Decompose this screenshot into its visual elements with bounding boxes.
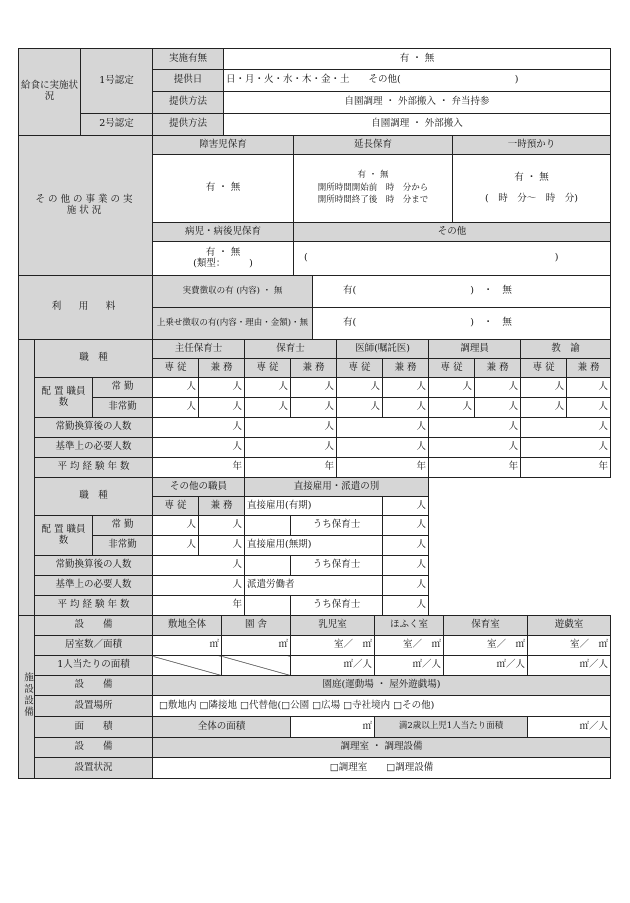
hoho2-value: 自園調理 ・ 外部搬入 — [224, 114, 611, 136]
setsubi3-label: 設 備 — [35, 738, 153, 758]
per-area-cell: ㎡／人 — [375, 656, 444, 676]
kenmu-header: 兼 務 — [291, 359, 337, 378]
kenmu-header: 兼 務 — [199, 359, 245, 378]
senju-header: 専 従 — [245, 359, 291, 378]
hijokin2-label: 非常勤 — [93, 536, 153, 556]
over2-value: ㎡／人 — [528, 717, 611, 738]
over2-label: 満2歳以上児1人当たり面積 — [375, 717, 528, 738]
indent-cell — [245, 556, 291, 576]
byoji-umu: 有 ・ 無 — [205, 246, 241, 258]
nin-cell: 人 — [521, 438, 611, 458]
nin-cell: 人 — [429, 418, 521, 438]
nin-cell: 人 — [383, 536, 429, 556]
ichiji-value — [453, 155, 611, 223]
indent-cell — [245, 516, 291, 536]
room-header: 園 舎 — [222, 616, 291, 636]
ichiji-umu: 有 ・ 無 — [514, 171, 549, 183]
encho-start: 開所時間開始前 時 分から — [317, 182, 429, 193]
room-area-cell: 室／ ㎡ — [528, 636, 611, 656]
ichiji-time: ( 時 分〜 時 分) — [485, 192, 578, 204]
senju-header: 専 従 — [153, 359, 199, 378]
nin-cell: 人 — [245, 438, 337, 458]
kenmu-header: 兼 務 — [383, 359, 429, 378]
room-header: 乳児室 — [291, 616, 375, 636]
senju-header: 専 従 — [153, 497, 199, 516]
kenmu-header: 兼 務 — [199, 497, 245, 516]
nin-cell: 人 — [383, 398, 429, 418]
nin-cell: 人 — [337, 398, 383, 418]
senju-header: 専 従 — [429, 359, 475, 378]
nin-cell: 人 — [153, 438, 245, 458]
nin-cell: 人 — [429, 378, 475, 398]
nin-cell: 人 — [475, 398, 521, 418]
byoji-header: 病児・病後児保育 — [153, 223, 294, 242]
meal-service-table — [18, 48, 611, 136]
zentai-value: ㎡ — [291, 717, 375, 738]
senju-header: 専 従 — [521, 359, 567, 378]
keiken2-label: 平 均 経 験 年 数 — [35, 596, 153, 616]
job-header-0: 主任保育士 — [153, 340, 245, 359]
encho-umu: 有 ・ 無 — [357, 169, 389, 180]
teikyobi-label: 提供日 — [153, 70, 224, 92]
nin-cell: 人 — [199, 536, 245, 556]
job-header-3: 調理員 — [429, 340, 521, 359]
nen-cell: 年 — [245, 458, 337, 478]
encho-end: 開所時間終了後 時 分まで — [317, 195, 429, 206]
basho-label: 設置場所 — [35, 696, 153, 717]
staff-section-spacer — [19, 340, 35, 616]
nin-cell: 人 — [521, 378, 567, 398]
area-cell: ㎡ — [222, 636, 291, 656]
facility-section-label — [19, 616, 35, 779]
fee-label: 利 用 料 — [19, 276, 153, 340]
sonota-header: その他 — [294, 223, 611, 242]
shokushu2-label: 職 種 — [35, 478, 153, 516]
basho-value: □敷地内 □隣接地 □代替他(□公園 □広場 □寺社境内 □その他) — [153, 696, 611, 717]
byoji-ruikei: (類型： ) — [193, 257, 253, 269]
job-header-2: 医師(嘱託医) — [337, 340, 429, 359]
shogaiji-header: 障害児保育 — [153, 136, 294, 155]
nin-cell: 人 — [153, 556, 245, 576]
jokin-label: 常 勤 — [93, 378, 153, 398]
nin-cell: 人 — [429, 438, 521, 458]
nen-cell: 年 — [521, 458, 611, 478]
nin-cell: 人 — [245, 378, 291, 398]
muki-label: 直接雇用(無期) — [245, 536, 383, 556]
kanzan2-label: 常勤換算後の人数 — [35, 556, 153, 576]
chokusetsu-header: 直接雇用・派遣の別 — [245, 478, 429, 497]
nintei2-label: 2号認定 — [81, 114, 153, 136]
blank-area — [429, 478, 611, 616]
nin-cell: 人 — [383, 497, 429, 516]
room-header: 遊戯室 — [528, 616, 611, 636]
other-services-label: その他の事業の実施状況 — [19, 136, 153, 276]
hoho2-label: 提供方法 — [153, 114, 224, 136]
per-area-cell: ㎡／人 — [444, 656, 528, 676]
per-area-cell: ㎡／人 — [528, 656, 611, 676]
facility-section-text: 施設設備 — [21, 672, 33, 719]
uwanose-value: 有( ) ・ 無 — [313, 308, 611, 340]
nen-cell: 年 — [153, 458, 245, 478]
shogaiji-value: 有 ・ 無 — [153, 155, 294, 223]
uchi-hoikushi-3: うち保育士 — [291, 596, 383, 616]
room-header: 保育室 — [444, 616, 528, 636]
kyoshitsu-label: 居室数／面積 — [35, 636, 153, 656]
nin-cell: 人 — [199, 398, 245, 418]
jisshi-umu-value: 有 ・ 無 — [224, 49, 611, 70]
kenmu-header: 兼 務 — [475, 359, 521, 378]
fee-table — [18, 275, 611, 340]
room-header: 敷地全体 — [153, 616, 222, 636]
setsubi2-label: 設 備 — [35, 676, 153, 696]
encho-header: 延長保育 — [294, 136, 453, 155]
uchi-hoikushi-1: うち保育士 — [291, 516, 383, 536]
room-header: ほふく室 — [375, 616, 444, 636]
nin-cell: 人 — [291, 378, 337, 398]
room-area-cell: 室／ ㎡ — [375, 636, 444, 656]
area-cell: ㎡ — [153, 636, 222, 656]
nin-cell: 人 — [153, 418, 245, 438]
haichi2-label: 配 置 職員数 — [35, 516, 93, 556]
nin-cell: 人 — [383, 596, 429, 616]
haichi-label: 配 置 職員数 — [35, 378, 93, 418]
jokyo-label: 設置状況 — [35, 758, 153, 779]
facility-table — [18, 615, 611, 779]
hoho1-label: 提供方法 — [153, 92, 224, 114]
staff-table — [18, 339, 611, 616]
nintei1-label: 1号認定 — [81, 49, 153, 114]
hijokin-label: 非常勤 — [93, 398, 153, 418]
nin-cell: 人 — [199, 378, 245, 398]
nin-cell: 人 — [521, 418, 611, 438]
other-services-table — [18, 135, 611, 276]
shokushu-label: 職 種 — [35, 340, 153, 378]
nin-cell: 人 — [567, 378, 611, 398]
nin-cell: 人 — [153, 536, 199, 556]
other-job-header: その他の職員 — [153, 478, 245, 497]
jippi-label: 実費徴収の有 (内容) ・ 無 — [153, 276, 313, 308]
uwanose-label: 上乗せ徴収の有(内容・理由・金額)・無 — [153, 308, 313, 340]
meal-section-label: 給食に実施状況 — [19, 49, 81, 136]
uchi-hoikushi-2: うち保育士 — [291, 556, 383, 576]
senju-header: 専 従 — [337, 359, 383, 378]
nen-cell: 年 — [337, 458, 429, 478]
hitori-label: 1人当たりの面積 — [35, 656, 153, 676]
nin-cell: 人 — [383, 378, 429, 398]
chorishitsu-header: 調理室 ・ 調理設備 — [153, 738, 611, 758]
nin-cell: 人 — [475, 378, 521, 398]
nin-cell: 人 — [245, 418, 337, 438]
nin-cell: 人 — [245, 398, 291, 418]
kenmu-header: 兼 務 — [567, 359, 611, 378]
byoji-value — [153, 242, 294, 276]
kanzan-label: 常勤換算後の人数 — [35, 418, 153, 438]
facility-report-form — [18, 48, 611, 779]
job-header-1: 保育士 — [245, 340, 337, 359]
per-area-cell: ㎡／人 — [291, 656, 375, 676]
nin-cell: 人 — [291, 398, 337, 418]
setsubi-label: 設 備 — [35, 616, 153, 636]
job-header-4: 教 諭 — [521, 340, 611, 359]
room-area-cell: 室／ ㎡ — [291, 636, 375, 656]
nin-cell: 人 — [199, 516, 245, 536]
nin-cell: 人 — [337, 418, 429, 438]
nin-cell: 人 — [383, 516, 429, 536]
hitsuyo-label: 基準上の必要人数 — [35, 438, 153, 458]
jisshi-umu-label: 実施有無 — [153, 49, 224, 70]
diag-cell — [153, 656, 222, 676]
nin-cell: 人 — [153, 398, 199, 418]
haken-label: 派遣労働者 — [245, 576, 383, 596]
diag-cell — [222, 656, 291, 676]
keiken-label: 平 均 経 験 年 数 — [35, 458, 153, 478]
nin-cell: 人 — [383, 576, 429, 596]
nin-cell: 人 — [153, 576, 245, 596]
hitsuyo2-label: 基準上の必要人数 — [35, 576, 153, 596]
jokin2-label: 常 勤 — [93, 516, 153, 536]
nin-cell: 人 — [383, 556, 429, 576]
jippi-value: 有( ) ・ 無 — [313, 276, 611, 308]
nin-cell: 人 — [521, 398, 567, 418]
nin-cell: 人 — [337, 438, 429, 458]
nin-cell: 人 — [337, 378, 383, 398]
sonota-value: ( ) — [294, 242, 611, 276]
nin-cell: 人 — [153, 378, 199, 398]
nin-cell: 人 — [153, 516, 199, 536]
room-area-cell: 室／ ㎡ — [444, 636, 528, 656]
yuki-label: 直接雇用(有期) — [245, 497, 383, 516]
nin-cell: 人 — [429, 398, 475, 418]
entei-header: 園庭(運動場 ・ 屋外遊戯場) — [153, 676, 611, 696]
indent-cell — [245, 596, 291, 616]
ichiji-header: 一時預かり — [453, 136, 611, 155]
hoho1-value: 自園調理 ・ 外部搬入 ・ 弁当持参 — [224, 92, 611, 114]
encho-value — [294, 155, 453, 223]
zentai-label: 全体の面積 — [153, 717, 291, 738]
menseki-label: 面 積 — [35, 717, 153, 738]
nen-cell: 年 — [429, 458, 521, 478]
teikyobi-value: 日・月・火・水・木・金・土 その他( ) — [224, 70, 611, 92]
nen-cell: 年 — [153, 596, 245, 616]
jokyo-value: □調理室 □調理設備 — [153, 758, 611, 779]
nin-cell: 人 — [567, 398, 611, 418]
